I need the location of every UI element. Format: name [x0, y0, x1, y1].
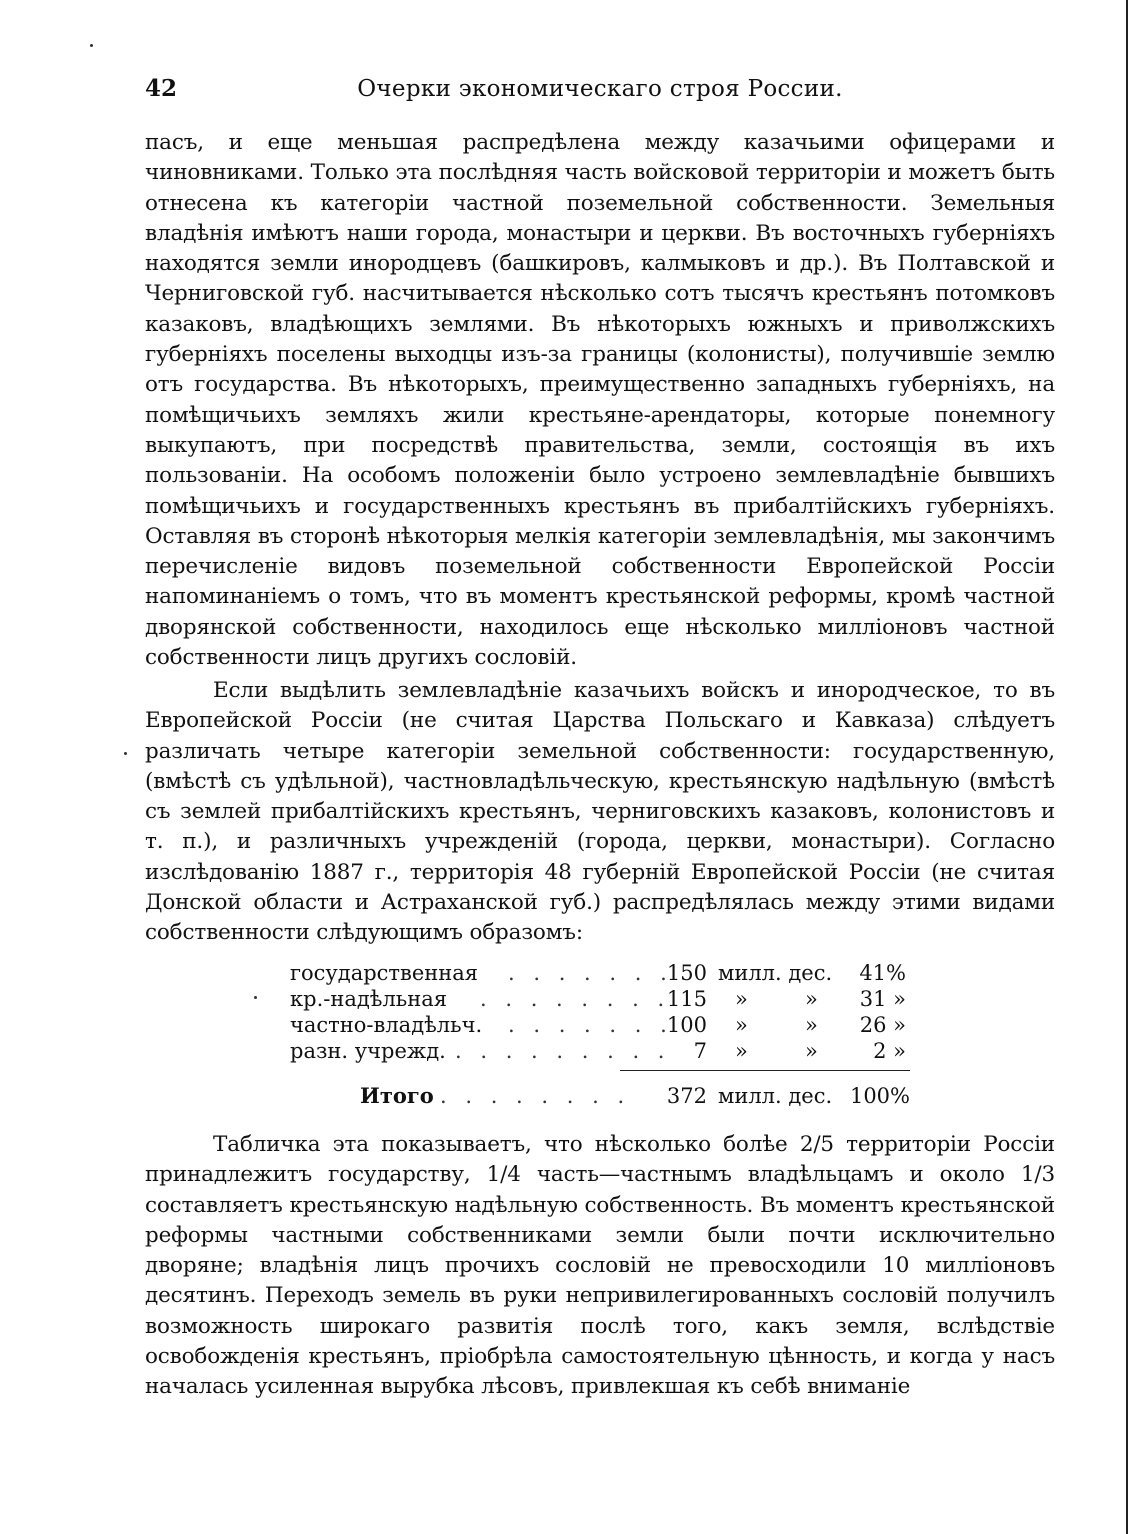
leader-dots: . . . . . . .: [508, 961, 673, 985]
ditto-mark: »: [805, 1013, 818, 1037]
scan-speck: [90, 44, 93, 47]
table-row: [290, 1038, 910, 1064]
total-label: Итого: [360, 1083, 434, 1108]
table-total-row: [360, 1083, 920, 1111]
land-distribution-table: [290, 960, 910, 1108]
leader-dots: . . . . . . . . .: [455, 1039, 671, 1063]
row-label: государственная: [290, 961, 479, 985]
table-row: [290, 986, 910, 1012]
row-value: 115: [666, 987, 707, 1011]
row-percent: 26 »: [859, 1013, 906, 1037]
total-percent: 100%: [849, 1084, 910, 1108]
ditto-mark: »: [735, 1013, 748, 1037]
page-header: [145, 72, 1055, 106]
row-percent: 2 »: [873, 1039, 906, 1063]
scan-speck: [254, 996, 257, 999]
ditto-mark: »: [735, 987, 748, 1011]
paragraph-2: [145, 676, 1055, 949]
row-label: кр.-надѣльная: [290, 987, 447, 1011]
total-value: 372: [666, 1084, 707, 1108]
row-percent: 31 »: [859, 987, 906, 1011]
row-value: 7: [693, 1039, 707, 1063]
paragraph-text: пасъ, и еще меньшая распредѣлена между казачьими офицерами и чиновниками. Только эта послѣдняя часть войсковой территоріи и можетъ быть отнесена къ категоріи частной поземельной собственности. Земельныя владѣнія имѣютъ наши города, монастыри и церкви. Въ восточныхъ губерніяхъ находятся земли инородцевъ (башкировъ, калмыковъ и др.). Въ Полтавской и Черниговской губ. насчитывается нѣсколько сотъ тысячъ крестьянъ потомковъ казаковъ, владѣющихъ землями. Въ нѣкоторыхъ южныхъ и приволжскихъ губерніяхъ поселены выходцы изъ-за границы (колонисты), получившіе землю отъ государства. Въ нѣкоторыхъ, преимущественно западныхъ губерніяхъ, на помѣщичьихъ земляхъ жили крестьяне-арендаторы, которые понемногу выкупаютъ, при посредствѣ правительства, земли, состоящія въ ихъ пользованіи. На особомъ положеніи было устроено землевладѣніе бывшихъ помѣщичьихъ и государственныхъ крестьянъ въ прибалтійскихъ губерніяхъ. Оставляя въ сторонѣ нѣкоторыя мелкія категоріи землевладѣнія, мы закончимъ перечисленіе видовъ поземельной собственности Европейской Россіи напоминаніемъ о томъ, что въ моментъ крестьянской реформы, кромѣ частной дворянской собственности, находилось еще нѣсколько милліоновъ частной собственности лицъ другихъ сословій.: [145, 130, 1055, 671]
paragraph-3: [145, 1130, 1055, 1403]
leader-dots: . . . . . . . .: [440, 1084, 631, 1108]
row-label: частно-владѣльч.: [290, 1013, 483, 1037]
paragraph-text: Табличка эта показываетъ, что нѣсколько болѣе 2/5 территоріи Россіи принадлежитъ государству, 1/4 часть—частнымъ владѣльцамъ и около 1/3 составляетъ крестьянскую надѣльную собственность. Въ моментъ крестьянской реформы частными собственниками земли были почти исключительно дворяне; владѣнія лицъ прочихъ сословій не превосходили 10 милліоновъ десятинъ. Переходъ земель въ руки непривилегированныхъ сословій получилъ возможность широкаго развитія послѣ того, какъ земля, вслѣдствіе освобожденія крестьянъ, пріобрѣла самостоятельную цѣнность, и когда у насъ началась усиленная вырубка лѣсовъ, привлекшая къ себѣ вниманіе: [145, 1132, 1055, 1400]
ditto-mark: »: [805, 987, 818, 1011]
total-rule: [620, 1070, 910, 1071]
leader-dots: . . . . . . .: [508, 1013, 673, 1037]
table-row: [290, 960, 910, 986]
scan-speck: [124, 752, 127, 755]
paragraph-text: Если выдѣлить землевладѣніе казачьихъ войскъ и инородческое, то въ Европейской Россіи (не считая Царства Польскаго и Кавказа) слѣдуетъ различать четыре категоріи земельной собственности: государственную, (вмѣстѣ съ удѣльной), частновладѣльческую, крестьянскую надѣльную (вмѣстѣ съ землей прибалтійскихъ крестьянъ, черниговскихъ казаковъ, колонистовъ и т. п.), и различныхъ учрежденій (города, церкви, монастыри). Согласно изслѣдованію 1887 г., территорія 48 губерній Европейской Россіи (не считая Донской области и Астраханской губ.) распредѣлялась между этими видами собственности слѣдующимъ образомъ:: [145, 678, 1055, 946]
row-value: 150: [666, 961, 707, 985]
ditto-mark: »: [735, 1039, 748, 1063]
paragraph-1: [145, 128, 1055, 673]
row-percent: 41%: [859, 961, 906, 985]
row-unit: милл. дес.: [718, 961, 833, 985]
row-value: 100: [666, 1013, 707, 1037]
table-row: [290, 1012, 910, 1038]
leader-dots: . . . . . . . .: [480, 987, 671, 1011]
ditto-mark: »: [805, 1039, 818, 1063]
total-unit: милл. дес.: [718, 1084, 833, 1108]
running-title: Очерки экономическаго строя России.: [357, 76, 843, 102]
row-label: разн. учрежд.: [290, 1039, 446, 1063]
page-number: 42: [145, 75, 178, 102]
scan-edge-line: [1126, 0, 1128, 1534]
